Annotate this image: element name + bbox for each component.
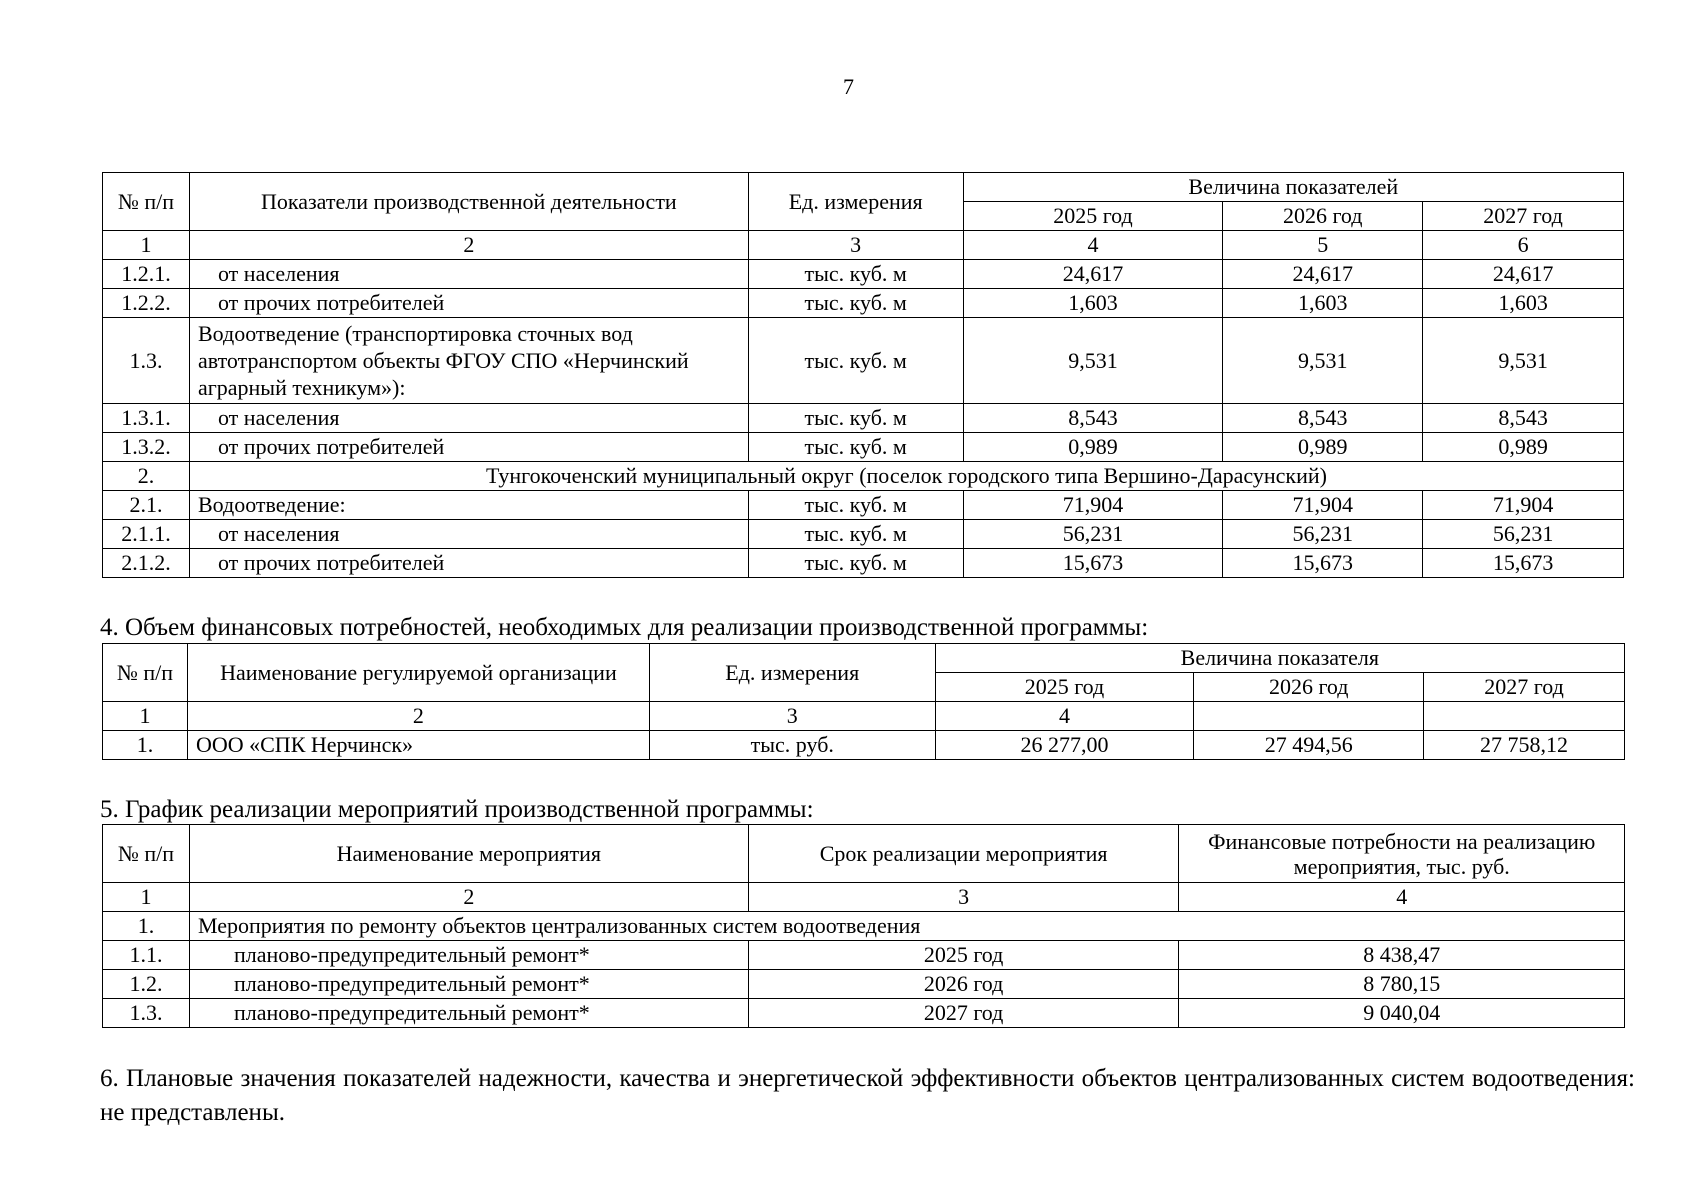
col-number: 2	[189, 883, 748, 912]
row-term: 2026 год	[748, 970, 1179, 999]
row-num: 2.1.1.	[103, 520, 190, 549]
group-title: Мероприятия по ремонту объектов централизованных систем водоотведения	[189, 912, 1624, 941]
header-year: 2026 год	[1223, 202, 1423, 231]
header-org: Наименование регулируемой организации	[187, 644, 649, 702]
table-row	[103, 491, 1624, 520]
col-number-empty	[1424, 702, 1625, 731]
header-value-group: Величина показателя	[935, 644, 1624, 673]
row-num: 1.2.1.	[103, 260, 190, 289]
group-num: 1.	[103, 912, 190, 941]
row-value: 8,543	[1223, 404, 1423, 433]
row-name: от прочих потребителей	[189, 289, 748, 318]
col-number: 2	[187, 702, 649, 731]
header-num: № п/п	[103, 825, 190, 883]
row-value: 1,603	[963, 289, 1223, 318]
row-value: 71,904	[1223, 491, 1423, 520]
row-value: 9,531	[1223, 318, 1423, 404]
header-year: 2027 год	[1423, 202, 1624, 231]
table-row	[103, 970, 1625, 999]
row-finance: 9 040,04	[1179, 999, 1625, 1028]
row-num: 1.	[103, 731, 188, 760]
col-number: 4	[1179, 883, 1625, 912]
row-value: 24,617	[1423, 260, 1624, 289]
row-num: 1.3.	[103, 318, 190, 404]
row-value: 9,531	[963, 318, 1223, 404]
col-number: 4	[935, 702, 1194, 731]
row-name: планово-предупредительный ремонт*	[189, 999, 748, 1028]
row-value: 9,531	[1423, 318, 1624, 404]
row-name: Водоотведение (транспортировка сточных вод автотранспортом объекты ФГОУ СПО «Нерчинский аграрный техникум»):	[189, 318, 748, 404]
header-name: Наименование мероприятия	[189, 825, 748, 883]
table-row	[103, 318, 1624, 404]
row-term: 2025 год	[748, 941, 1179, 970]
section-row	[103, 462, 1624, 491]
row-name: Водоотведение:	[189, 491, 748, 520]
section-5-title: 5. График реализации мероприятий производственной программы:	[100, 796, 814, 823]
row-finance: 8 438,47	[1179, 941, 1625, 970]
row-value: 0,989	[1223, 433, 1423, 462]
row-value: 24,617	[963, 260, 1223, 289]
row-name: планово-предупредительный ремонт*	[189, 970, 748, 999]
table-header-row	[103, 644, 1625, 673]
table-row	[103, 549, 1624, 578]
header-year: 2027 год	[1424, 673, 1625, 702]
row-unit: тыс. руб.	[649, 731, 935, 760]
table-row	[103, 260, 1624, 289]
row-term: 2027 год	[748, 999, 1179, 1028]
row-num: 1.2.	[103, 970, 190, 999]
table-row	[103, 289, 1624, 318]
header-value-group: Величина показателей	[963, 173, 1623, 202]
col-number: 1	[103, 702, 188, 731]
row-value: 0,989	[1423, 433, 1624, 462]
table-row	[103, 433, 1624, 462]
header-unit: Ед. измерения	[748, 173, 963, 231]
col-number: 3	[649, 702, 935, 731]
row-unit: тыс. куб. м	[748, 549, 963, 578]
row-num: 1.3.	[103, 999, 190, 1028]
table-row	[103, 731, 1625, 760]
row-value: 15,673	[1423, 549, 1624, 578]
row-value: 56,231	[1223, 520, 1423, 549]
table-header-row	[103, 173, 1624, 202]
col-number-empty	[1194, 702, 1424, 731]
column-numbers-row	[103, 231, 1624, 260]
column-numbers-row	[103, 883, 1625, 912]
header-num: № п/п	[103, 173, 190, 231]
section-num: 2.	[103, 462, 190, 491]
table-row	[103, 404, 1624, 433]
col-number: 2	[189, 231, 748, 260]
production-indicators-table	[102, 172, 1624, 578]
row-value: 1,603	[1423, 289, 1624, 318]
row-value: 15,673	[1223, 549, 1423, 578]
section-4-title: 4. Объем финансовых потребностей, необходимых для реализации производственной программы:	[100, 614, 1149, 641]
financial-needs-table	[102, 643, 1625, 760]
row-value: 0,989	[963, 433, 1223, 462]
row-num: 1.1.	[103, 941, 190, 970]
row-value: 8,543	[963, 404, 1223, 433]
row-value: 8,543	[1423, 404, 1624, 433]
table-row	[103, 999, 1625, 1028]
row-org: ООО «СПК Нерчинск»	[187, 731, 649, 760]
row-num: 2.1.2.	[103, 549, 190, 578]
col-number: 1	[103, 883, 190, 912]
header-year: 2025 год	[935, 673, 1194, 702]
header-year: 2026 год	[1194, 673, 1424, 702]
header-year: 2025 год	[963, 202, 1223, 231]
col-number: 5	[1223, 231, 1423, 260]
col-number: 3	[748, 883, 1179, 912]
row-value: 27 494,56	[1194, 731, 1424, 760]
table-row	[103, 941, 1625, 970]
table-row	[103, 520, 1624, 549]
row-name: от прочих потребителей	[189, 549, 748, 578]
row-num: 1.2.2.	[103, 289, 190, 318]
header-indicator: Показатели производственной деятельности	[189, 173, 748, 231]
row-value: 26 277,00	[935, 731, 1194, 760]
table-header-row	[103, 825, 1625, 883]
header-term: Срок реализации мероприятия	[748, 825, 1179, 883]
row-name: от населения	[189, 260, 748, 289]
section-6-paragraph: 6. Плановые значения показателей надежности, качества и энергетической эффективности объектов централизованных систем водоотведения: не представлены.	[100, 1065, 1635, 1126]
section-title: Тунгокоченский муниципальный округ (поселок городского типа Вершино-Дарасунский)	[189, 462, 1623, 491]
row-unit: тыс. куб. м	[748, 289, 963, 318]
col-number: 4	[963, 231, 1223, 260]
row-finance: 8 780,15	[1179, 970, 1625, 999]
row-name: от населения	[189, 520, 748, 549]
row-value: 27 758,12	[1424, 731, 1625, 760]
group-row	[103, 912, 1625, 941]
row-value: 71,904	[1423, 491, 1624, 520]
row-value: 15,673	[963, 549, 1223, 578]
row-unit: тыс. куб. м	[748, 491, 963, 520]
row-value: 56,231	[1423, 520, 1624, 549]
col-number: 1	[103, 231, 190, 260]
page-number: 7	[843, 74, 854, 99]
row-unit: тыс. куб. м	[748, 404, 963, 433]
row-unit: тыс. куб. м	[748, 260, 963, 289]
row-unit: тыс. куб. м	[748, 433, 963, 462]
row-unit: тыс. куб. м	[748, 318, 963, 404]
row-num: 2.1.	[103, 491, 190, 520]
row-num: 1.3.2.	[103, 433, 190, 462]
col-number: 6	[1423, 231, 1624, 260]
row-value: 24,617	[1223, 260, 1423, 289]
row-value: 71,904	[963, 491, 1223, 520]
row-value: 56,231	[963, 520, 1223, 549]
schedule-table	[102, 824, 1625, 1028]
header-num: № п/п	[103, 644, 188, 702]
header-unit: Ед. измерения	[649, 644, 935, 702]
row-unit: тыс. куб. м	[748, 520, 963, 549]
row-num: 1.3.1.	[103, 404, 190, 433]
row-value: 1,603	[1223, 289, 1423, 318]
row-name: от прочих потребителей	[189, 433, 748, 462]
col-number: 3	[748, 231, 963, 260]
row-name: от населения	[189, 404, 748, 433]
column-numbers-row	[103, 702, 1625, 731]
row-name: планово-предупредительный ремонт*	[189, 941, 748, 970]
header-finance: Финансовые потребности на реализацию мероприятия, тыс. руб.	[1179, 825, 1625, 883]
